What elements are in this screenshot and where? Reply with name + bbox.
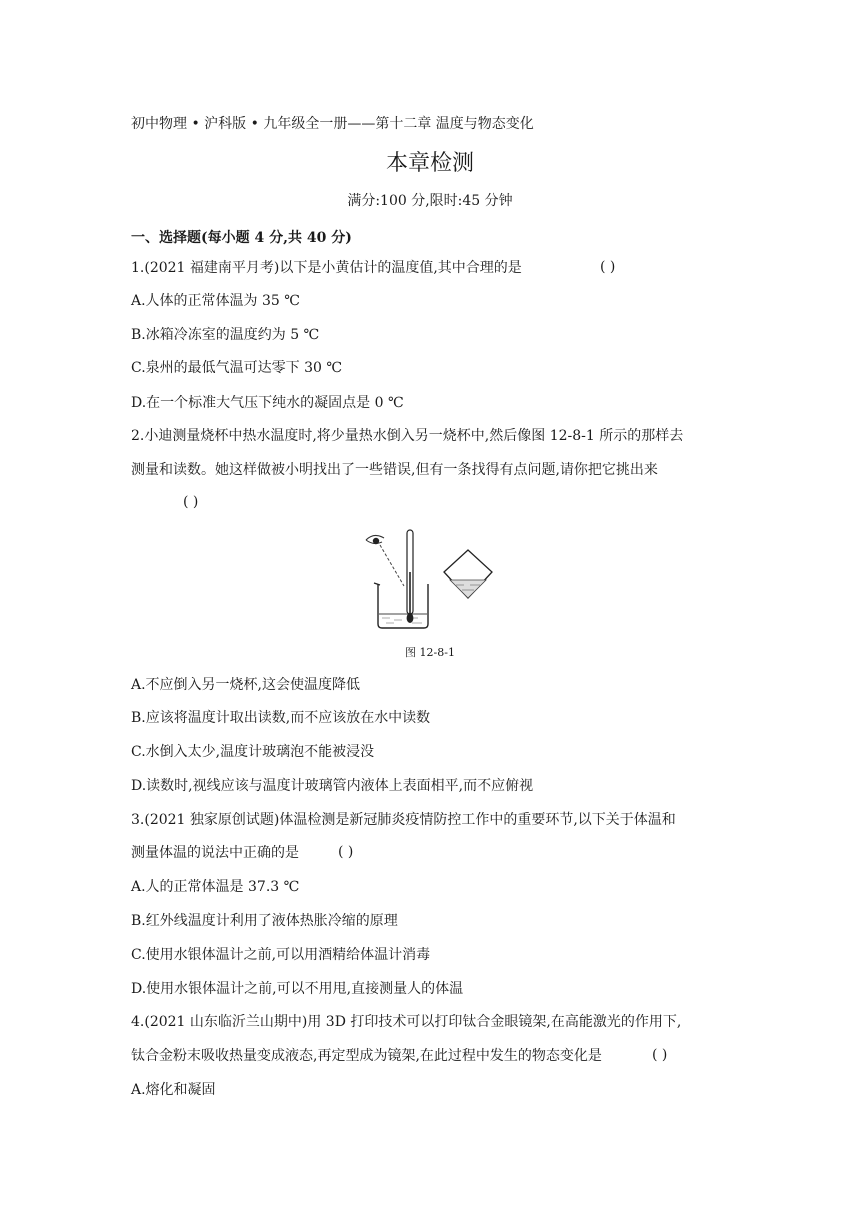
exam-info: 满分:100 分,限时:45 分钟 xyxy=(347,193,513,209)
q2-option-b: B.应该将温度计取出读数,而不应该放在水中读数 xyxy=(131,710,431,726)
section-heading: 一、选择题(每小题 4 分,共 40 分) xyxy=(131,230,352,246)
q2-stem-line1: 2.小迪测量烧杯中热水温度时,将少量热水倒入另一烧杯中,然后像图 12-8-1 所示的那样去 xyxy=(131,428,684,444)
figure-caption: 图 12-8-1 xyxy=(405,646,455,659)
q2-option-c: C.水倒入太少,温度计玻璃泡不能被浸没 xyxy=(131,744,375,760)
q1-option-d: D.在一个标准大气压下纯水的凝固点是 0 ℃ xyxy=(131,395,404,411)
q3-stem-line1: 3.(2021 独家原创试题)体温检测是新冠肺炎疫情防控工作中的重要环节,以下关于体温和 xyxy=(131,812,676,828)
q2-stem-line2: 测量和读数。她这样做被小明找出了一些错误,但有一条找得有点问题,请你把它挑出来 xyxy=(131,462,658,478)
thermometer-beaker-illustration xyxy=(360,528,500,636)
q3-option-d: D.使用水银体温计之前,可以不用甩,直接测量人的体温 xyxy=(131,981,464,997)
q1-option-a: A.人体的正常体温为 35 ℃ xyxy=(131,293,300,309)
q1-stem: 1.(2021 福建南平月考)以下是小黄估计的温度值,其中合理的是 xyxy=(131,260,522,276)
figure-12-8-1 xyxy=(360,528,500,640)
q3-answer-blank: ( ) xyxy=(338,844,354,860)
q4-stem-line2: 钛合金粉末吸收热量变成液态,再定型成为镜架,在此过程中发生的物态变化是 xyxy=(131,1048,602,1064)
q3-option-b: B.红外线温度计利用了液体热胀冷缩的原理 xyxy=(131,913,398,929)
q3-stem-line2: 测量体温的说法中正确的是 xyxy=(131,845,299,861)
q2-option-d: D.读数时,视线应该与温度计玻璃管内液体上表面相平,而不应俯视 xyxy=(131,778,534,794)
q1-option-b: B.冰箱冷冻室的温度约为 5 ℃ xyxy=(131,327,320,343)
q4-answer-blank: ( ) xyxy=(652,1047,668,1063)
chapter-title: 本章检测 xyxy=(385,151,474,176)
q4-stem-line1: 4.(2021 山东临沂兰山期中)用 3D 打印技术可以打印钛合金眼镜架,在高能激光的作用下, xyxy=(131,1014,682,1030)
q3-option-c: C.使用水银体温计之前,可以用酒精给体温计消毒 xyxy=(131,947,431,963)
q2-answer-blank: ( ) xyxy=(183,494,199,510)
q4-option-a: A.熔化和凝固 xyxy=(131,1082,216,1098)
page-header: 初中物理 • 沪科版 • 九年级全一册——第十二章 温度与物态变化 xyxy=(131,116,534,132)
q1-option-c: C.泉州的最低气温可达零下 30 ℃ xyxy=(131,360,343,376)
q3-option-a: A.人的正常体温是 37.3 ℃ xyxy=(131,879,300,895)
q2-option-a: A.不应倒入另一烧杯,这会使温度降低 xyxy=(131,677,361,693)
q1-answer-blank: ( ) xyxy=(600,259,616,275)
eye-icon xyxy=(366,535,384,544)
